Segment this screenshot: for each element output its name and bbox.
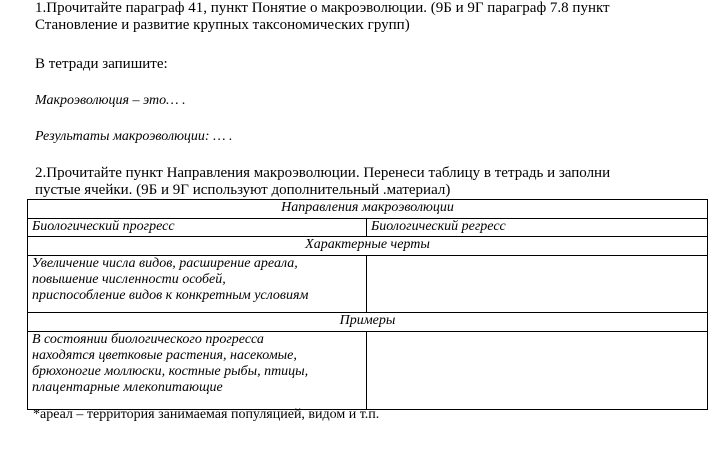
- col-header-regress: Биологический регресс: [367, 219, 708, 237]
- task1-line1: 1.Прочитайте параграф 41, пункт Понятие о макроэволюции. (9Б и 9Г параграф 7.8 пункт: [35, 0, 610, 16]
- notebook-heading: В тетради запишите:: [35, 56, 168, 72]
- task1-line2: Становление и развитие крупных таксономических групп): [35, 17, 410, 33]
- table-title: Направления макроэволюции: [28, 200, 708, 219]
- examples-regress-cell: [367, 332, 708, 410]
- col-header-progress: Биологический прогресс: [28, 219, 367, 237]
- table-row-examples-heading: [28, 313, 708, 332]
- table-row-examples: [28, 332, 708, 410]
- footnote: *ареал – территория занимаемая популяцией, видом и т.п.: [33, 407, 380, 422]
- table-row-features-heading: [28, 237, 708, 256]
- table-row-headers: [28, 219, 708, 237]
- task2-line1: 2.Прочитайте пункт Направления макроэволюции. Перенеси таблицу в тетрадь и заполни: [35, 165, 611, 181]
- features-regress-cell: [367, 256, 708, 313]
- section-features: Характерные черты: [28, 237, 708, 256]
- task2-line2: пустые ячейки. (9Б и 9Г используют дополнительный .материал): [35, 182, 451, 198]
- prompt-macroevolution: Макроэволюция – это… .: [35, 93, 186, 108]
- examples-progress-cell: В состоянии биологического прогресса находятся цветковые растения, насекомые, брюхоногие моллюски, костные рыбы, птицы, плацентарные млекопитающие: [28, 332, 367, 410]
- macroevolution-table: [27, 199, 708, 410]
- table-row-title: [28, 200, 708, 219]
- prompt-results: Результаты макроэволюции: … .: [35, 129, 233, 144]
- page-cutoff: [0, 424, 719, 461]
- features-progress-cell: Увеличение числа видов, расширение ареала, повышение численности особей, приспособление видов к конкретным условиям: [28, 256, 367, 313]
- section-examples: Примеры: [28, 313, 708, 332]
- table-row-features: [28, 256, 708, 313]
